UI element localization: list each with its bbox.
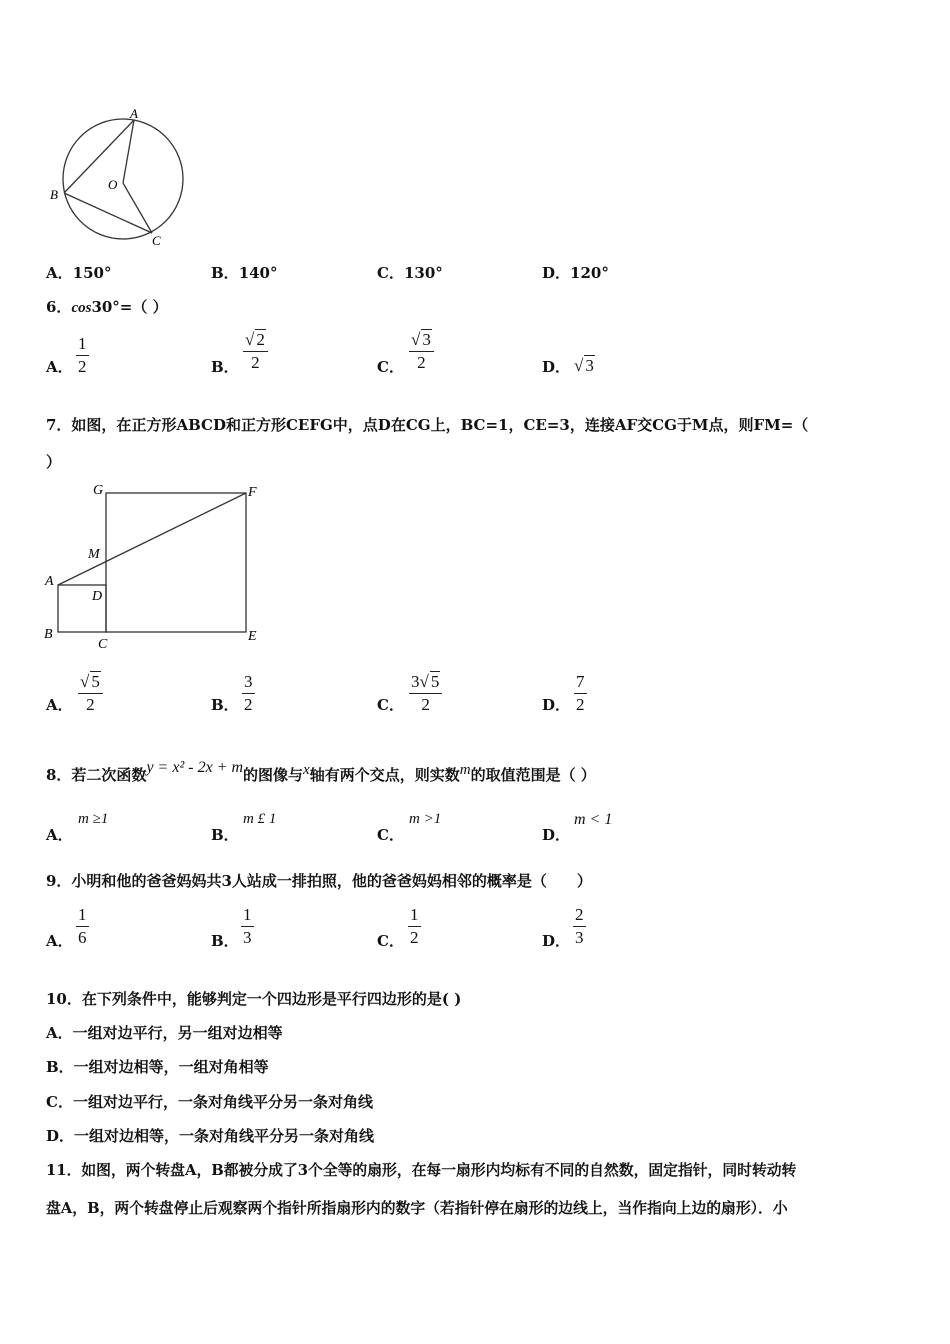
q8-option-c-letter: C． (377, 826, 404, 844)
q6-option-c-letter: C． (377, 358, 404, 376)
squares-figure (40, 478, 270, 653)
label-g: G (93, 483, 104, 498)
label-a: A (130, 106, 138, 121)
label-c: C (98, 637, 108, 652)
q10-option-a: A．一组对边平行，另一组对边相等 (46, 1024, 283, 1042)
q8-option-d-value: m < 1 (574, 811, 613, 828)
q7-option-c-fraction: $\frac{3√ 5}{2}$ (409, 673, 442, 714)
q10-stem: 10．在下列条件中，能够判定一个四边形是平行四边形的是( ) (46, 990, 462, 1008)
q9-stem: 9．小明和他的爸爸妈妈共3人站成一排拍照，他的爸爸妈妈相邻的概率是（ ） (46, 872, 592, 890)
q7-stem-line2: ） (46, 453, 62, 471)
label-d: D (92, 589, 103, 604)
label-e: E (248, 629, 257, 644)
q6-stem: 6．cos30°=（ ） (46, 298, 168, 316)
q6-option-a-letter: A． (46, 358, 73, 376)
q7-option-b-fraction: $\frac{3}{2}$ (244, 672, 253, 714)
q11-stem-line2: 盘A，B，两个转盘停止后观察两个指针所指扇形内的数字（若指针停在扇形的边线上，当作指向上边的扇形）．小 (46, 1200, 788, 1217)
q9-option-b-fraction: $\frac{1}{3}$ (243, 905, 252, 947)
q9-option-c-fraction: $\frac{1}{2}$ (410, 905, 419, 947)
label-f: F (248, 485, 257, 500)
q7-option-c-letter: C． (377, 696, 404, 714)
q6-option-b-fraction: $\frac{√ 2}{2}$ (243, 331, 268, 372)
q8-option-b-value: m £ 1 (243, 811, 277, 827)
q5-option-d: D．120° (542, 264, 609, 282)
q7-option-a-letter: A． (46, 696, 73, 714)
q9-option-d-letter: D． (542, 932, 571, 950)
label-a: A (45, 574, 54, 589)
q10-option-c: C．一组对边平行，一条对角线平分另一条对角线 (46, 1093, 373, 1111)
q10-option-b: B．一组对边相等，一组对角相等 (46, 1058, 269, 1076)
q7-option-d-fraction: $\frac{7}{2}$ (576, 672, 585, 714)
q8-option-d-letter: D． (542, 826, 571, 844)
q11-stem-line1: 11．如图，两个转盘A，B都被分成了3个全等的扇形，在每一扇形内均标有不同的自然数，固定指针，同时转动转 (46, 1162, 797, 1179)
q9-option-b-letter: B． (211, 932, 239, 950)
q7-option-d-letter: D． (542, 696, 571, 714)
q6-option-d-letter: D． (542, 358, 571, 376)
q6-option-c-fraction: $\frac{√ 3}{2}$ (409, 331, 434, 372)
q9-option-c-letter: C． (377, 932, 404, 950)
q5-option-b: B．140° (211, 264, 278, 282)
q10-option-d: D．一组对边相等，一条对角线平分另一条对角线 (46, 1127, 375, 1145)
q9-option-a-fraction: $\frac{1}{6}$ (78, 905, 87, 947)
circle (63, 119, 183, 239)
label-b: B (44, 627, 53, 642)
q7-option-b-letter: B． (211, 696, 239, 714)
q5-option-c: C．130° (377, 264, 443, 282)
segment-oc (123, 183, 152, 233)
q9-option-d-fraction: $\frac{2}{3}$ (575, 905, 584, 947)
label-b: B (50, 187, 58, 202)
label-c: C (152, 233, 161, 248)
segment-af (58, 493, 246, 585)
q7-stem-line1: 7．如图，在正方形ABCD和正方形CEFG中，点D在CG上，BC=1，CE=3，连接AF交CG于M点，则FM=（ (46, 416, 809, 434)
q8-option-a-value: m ≥1 (78, 811, 109, 827)
q8-option-c-value: m >1 (409, 811, 442, 827)
q6-option-b-letter: B． (211, 358, 239, 376)
q8-option-a-letter: A． (46, 826, 73, 844)
square-cefg (106, 493, 246, 632)
q5-option-a: A．150° (46, 264, 112, 282)
q6-option-d-sqrt: √ 3 (574, 356, 594, 375)
q9-option-a-letter: A． (46, 932, 73, 950)
segment-bc (64, 193, 152, 233)
label-m: M (88, 547, 100, 562)
q6-option-a-fraction: $\frac{1}{2}$ (78, 334, 87, 376)
q8-stem: 8．若二次函数y = x² - 2x + m的图像与x轴有两个交点，则实数m的取值范围是（ ） (46, 759, 596, 784)
q7-option-a-fraction: $\frac{√ 5}{2}$ (78, 673, 103, 714)
label-o: O (108, 177, 118, 192)
circle-figure (44, 104, 194, 249)
q8-option-b-letter: B． (211, 826, 239, 844)
